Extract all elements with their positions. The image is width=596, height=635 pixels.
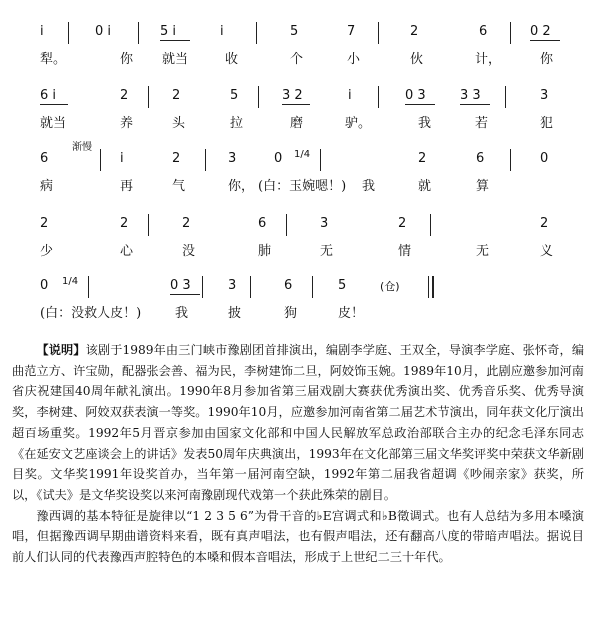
lyric: 驴。	[345, 116, 372, 131]
note: 2	[182, 216, 191, 231]
final-barline	[428, 276, 434, 298]
note: 0 3	[405, 88, 426, 103]
lyric: 你	[540, 52, 554, 67]
barline	[320, 149, 321, 171]
note: 2	[172, 88, 181, 103]
explanation-paragraph-2: 豫西调的基本特征是旋律以“1 2 3 5 6”为骨干音的♭E宫调式和♭B徵调式。也有人总结为多用本嗓演唱，但据豫西调早期曲谱资料来看，既有真声唱法，也有假声唱法，还有翻高八度的带暗声唱法。据说目前人们认同的代表豫西声腔特色的本嗓和假本音唱法，形成于上世纪二三十年代。	[12, 508, 584, 565]
lyric: 犁。	[40, 52, 67, 67]
note: 2	[172, 151, 181, 166]
note: 0 2	[530, 24, 551, 39]
lyric: 少	[40, 244, 54, 259]
note: 6	[479, 24, 488, 39]
spoken-line: (白：没救人皮！)	[40, 306, 142, 321]
barline	[88, 276, 89, 298]
note: 3	[540, 88, 549, 103]
lyric: 情	[398, 244, 412, 259]
barline	[202, 276, 203, 298]
lyric: 狗	[284, 306, 298, 321]
note: 5	[290, 24, 299, 39]
score-row-4	[0, 210, 596, 270]
barline	[148, 214, 149, 236]
score-row-2	[0, 82, 596, 142]
lyric: 若	[475, 116, 489, 131]
barline	[250, 276, 251, 298]
explanation-heading: 【说明】	[36, 343, 86, 357]
note: 3 2	[282, 88, 303, 103]
barline	[312, 276, 313, 298]
barline	[68, 22, 69, 44]
lyric: 小	[347, 52, 361, 67]
lyric: 养	[120, 116, 134, 131]
notes-line	[0, 82, 596, 110]
note: 6	[40, 151, 49, 166]
lyric: 个	[290, 52, 304, 67]
note: 0	[40, 278, 49, 293]
lyric: 我	[418, 116, 432, 131]
note: 6	[284, 278, 293, 293]
time-signature: 1/4	[294, 149, 311, 160]
barline	[148, 86, 149, 108]
barline	[378, 22, 379, 44]
explanation-block	[12, 340, 584, 568]
lyric: 皮！	[338, 306, 365, 321]
note: 0	[540, 151, 549, 166]
lyric: 无	[476, 244, 490, 259]
underline	[282, 104, 310, 105]
barline	[430, 214, 431, 236]
lyric: 我	[175, 306, 189, 321]
note: 2	[418, 151, 427, 166]
lyric: 我	[362, 179, 376, 194]
lyric: 无	[320, 244, 334, 259]
barline	[510, 22, 511, 44]
underline	[170, 294, 200, 295]
score-row-1	[0, 18, 596, 78]
note: 3 3	[460, 88, 481, 103]
note: 2	[410, 24, 419, 39]
notes-line	[0, 145, 596, 173]
underline	[530, 40, 560, 41]
note: 5	[230, 88, 239, 103]
notes-line	[0, 210, 596, 238]
note: 2	[398, 216, 407, 231]
barline	[256, 22, 257, 44]
note: 3	[228, 278, 237, 293]
explanation-paragraph-1	[12, 340, 584, 506]
note: 2	[540, 216, 549, 231]
underline	[40, 104, 68, 105]
note: 5 i	[160, 24, 177, 39]
note: 7	[347, 24, 356, 39]
lyric: 收	[225, 52, 239, 67]
spoken-line: (白：玉婉嗯！)	[258, 179, 347, 194]
lyric: 犯	[540, 116, 554, 131]
lyric: 就当	[162, 52, 189, 67]
barline	[378, 86, 379, 108]
note: 3	[228, 151, 237, 166]
barline	[286, 214, 287, 236]
underline	[460, 104, 490, 105]
lyric: 算	[476, 179, 490, 194]
score-row-3	[0, 142, 596, 205]
barline	[138, 22, 139, 44]
lyric: 再	[120, 179, 134, 194]
notes-line	[0, 18, 596, 46]
note: i	[348, 88, 352, 103]
note: 2	[120, 88, 129, 103]
lyric: 披	[228, 306, 242, 321]
note: i	[120, 151, 124, 166]
tempo-mark: 渐慢	[72, 142, 92, 153]
percussion-mark: (仓)	[380, 280, 400, 293]
lyric: 就	[418, 179, 432, 194]
note: 0	[274, 151, 283, 166]
lyric: 气	[172, 179, 186, 194]
note: 6	[476, 151, 485, 166]
note: 2	[120, 216, 129, 231]
note: i	[220, 24, 224, 39]
lyric: 你	[120, 52, 134, 67]
lyric: 病	[40, 179, 54, 194]
barline	[505, 86, 506, 108]
note: 5	[338, 278, 347, 293]
barline	[205, 149, 206, 171]
notes-line	[0, 272, 596, 300]
note: 6	[258, 216, 267, 231]
lyric: 义	[540, 244, 554, 259]
note: 0 i	[95, 24, 112, 39]
barline	[258, 86, 259, 108]
note: 6 i	[40, 88, 57, 103]
explanation-text-1: 该剧于1989年由三门峡市豫剧团首排演出，编剧李学庭、王双全，导演李学庭、张怀奇，编曲范立方、许宝勋，配器张会善、福为民，李树建饰二旦，阿姣饰玉婉。1989年10月，此剧应邀参加河南省庆祝建国40周年献礼演出。1990年8月参加省第三届戏剧大赛获优秀演出奖、优秀音乐奖、优秀导演奖，李树建、阿姣双获表演一等奖。1990年10月，应邀参加河南省第二届艺术节演出，同年获文化厅演出超百场重奖。1992年5月晋京参加由国家文化部和中国人民解放军总政治部联合主办的纪念毛泽东同志《在延安文艺座谈会上的讲话》发表50周年庆典演出，1993年在文化部第三届文华奖评奖中荣获文华新剧目奖。文华奖1991年设奖首办，当年第一届河南空缺，1992年第二届我省超调《吵闹亲家》获奖，所以，《试夫》是文华奖设奖以来河南豫剧现代戏第一个获此殊荣的剧目。	[12, 343, 585, 502]
lyric: 就当	[40, 116, 67, 131]
note: 2	[40, 216, 49, 231]
score-row-5	[0, 272, 596, 332]
time-signature: 1/4	[62, 276, 79, 287]
lyric: 头	[172, 116, 186, 131]
underline	[160, 40, 190, 41]
lyric: 你，	[228, 179, 255, 194]
barline	[100, 149, 101, 171]
lyric: 心	[120, 244, 134, 259]
lyric: 拉	[230, 116, 244, 131]
lyric: 磨	[290, 116, 304, 131]
underline	[405, 104, 435, 105]
note: 0 3	[170, 278, 191, 293]
lyric: 肺	[258, 244, 272, 259]
lyric: 伙	[410, 52, 424, 67]
lyric: 没	[182, 244, 196, 259]
lyric: 计，	[475, 52, 502, 67]
note: 3	[320, 216, 329, 231]
note: i	[40, 24, 44, 39]
barline	[510, 149, 511, 171]
